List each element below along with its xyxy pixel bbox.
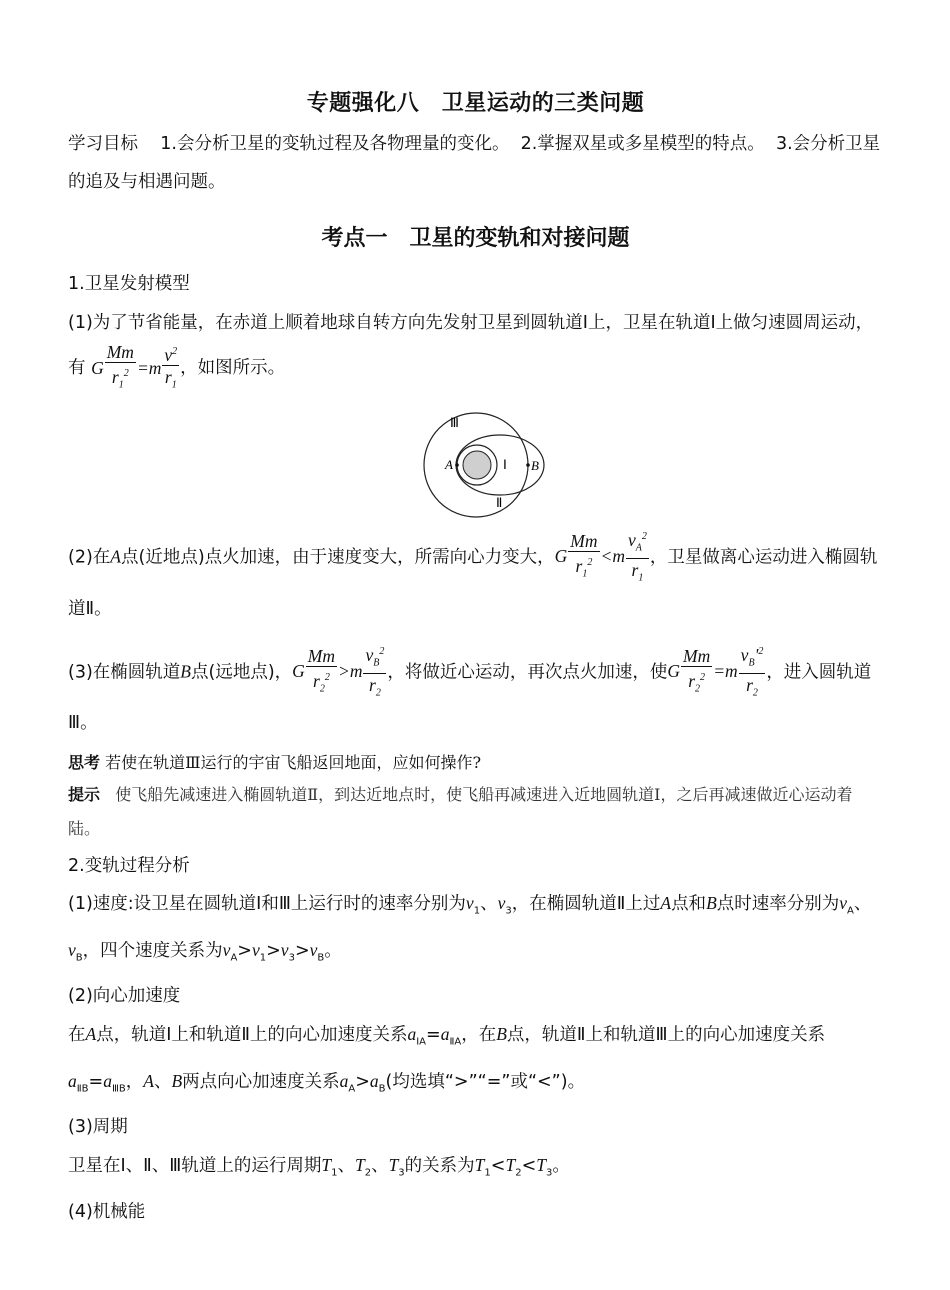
formula-circular: G $\frac{Mm}{r_1^2}$ =m $\frac{v^2}{r_1}$ xyxy=(91,342,178,391)
formula-apogee: G $\frac{Mm}{r_2^2}$ >m $\frac{v_B^2}{r_2}$ xyxy=(292,661,387,681)
learning-goals xyxy=(68,125,883,201)
orbit-figure xyxy=(68,407,883,519)
formula-accelerate-A: G $\frac{Mm}{r_1^2}$ <m $\frac{v_A^2}{r_1}$ xyxy=(555,546,650,566)
analysis-period: 卫星在Ⅰ、Ⅱ、Ⅲ轨道上的运行周期$T_1$、$T_2$、$T_3$的关系为$T_1<T_2<T_3$。 xyxy=(68,1155,570,1179)
goal-label: 学习目标 xyxy=(68,134,138,155)
analysis-heading: 2.变轨过程分析 xyxy=(68,856,190,877)
period-heading: (3)周期 xyxy=(68,1117,128,1138)
think-question xyxy=(68,748,883,778)
label-I: Ⅰ xyxy=(502,456,507,472)
energy-heading: (4)机械能 xyxy=(68,1201,146,1222)
formula-circular-III: G $\frac{Mm}{r_2^2}$ =m $\frac{v_B'^2}{r_2}$ xyxy=(667,661,766,681)
earth xyxy=(463,451,491,479)
goal-3: 3.会分析卫星的追及与相遇问题。 xyxy=(68,134,881,193)
hint-label: 提示 xyxy=(68,785,101,805)
launch-step-1: (1)为了节省能量，在赤道上顺着地球自转方向先发射卫星到圆轨道Ⅰ上，卫星在轨道Ⅰ上做匀速圆周运动，有 G $\frac{Mm}{r_1^2}$ =m $\frac{v^2}{r_1}$ ，如图所示。 xyxy=(68,313,874,391)
point-B xyxy=(526,463,530,467)
page-title: 专题强化八 卫星运动的三类问题 xyxy=(306,91,645,116)
goal-1: 1.会分析卫星的变轨过程及各物理量的变化。 xyxy=(160,134,510,155)
analysis-speed: (1)速度:设卫星在圆轨道Ⅰ和Ⅲ上运行时的速率分别为$v_1$、$v_3$，在椭圆轨道Ⅱ上过A点和B点时速率分别为$v_A$、$v_B$，四个速度关系为$v_A>v_1>v_3>v_B$。 xyxy=(68,893,872,964)
goal-2: 2.掌握双星或多星模型的特点。 xyxy=(520,134,765,155)
label-II: Ⅱ xyxy=(495,494,502,510)
label-III: Ⅲ xyxy=(449,414,459,430)
hint-answer xyxy=(68,778,883,846)
document-page xyxy=(68,86,883,1231)
accel-heading: (2)向心加速度 xyxy=(68,986,181,1007)
think-text: 若使在轨道Ⅲ运行的宇宙飞船返回地面，应如何操作? xyxy=(105,753,482,773)
label-A: A xyxy=(444,456,453,472)
point-A xyxy=(455,463,459,467)
orbit-diagram xyxy=(416,407,539,519)
hint-text: 使飞船先减速进入椭圆轨道Ⅱ，到达近地点时，使飞船再减速进入近地圆轨道Ⅰ，之后再减速做近心运动着陆。 xyxy=(68,785,853,839)
analysis-accel: 在A点，轨道Ⅰ上和轨道Ⅱ上的向心加速度关系$a_{ⅠA}=a_{ⅡA}$，在B点，轨道Ⅱ上和轨道Ⅲ上的向心加速度关系$a_{ⅡB}=a_{ⅢB}$，A、B两点向心加速度关系$a_A>a_B$(均选填“>”“=”或“<”)。 xyxy=(68,1024,826,1095)
launch-heading: 1.卫星发射模型 xyxy=(68,274,190,295)
label-B: B xyxy=(530,457,539,473)
think-label: 思考 xyxy=(68,753,101,773)
section-heading: 考点一 卫星的变轨和对接问题 xyxy=(321,226,630,252)
launch-step-3: (3)在椭圆轨道B点(远地点)，G $\frac{Mm}{r_2^2}$ >m $\frac{v_B^2}{r_2}$ ，将做近心运动，再次点火加速，使G $\frac{Mm}{r_2^2}$ =m $\frac{v_B'^2}{r_2}$ ，进入圆轨道Ⅲ。 xyxy=(68,642,883,743)
launch-step-2: (2)在A点(近地点)点火加速，由于速度变大，所需向心力变大，G $\frac{Mm}{r_1^2}$ <m $\frac{v_A^2}{r_1}$ ，卫星做离心运动进入椭圆轨道Ⅱ。 xyxy=(68,527,883,628)
